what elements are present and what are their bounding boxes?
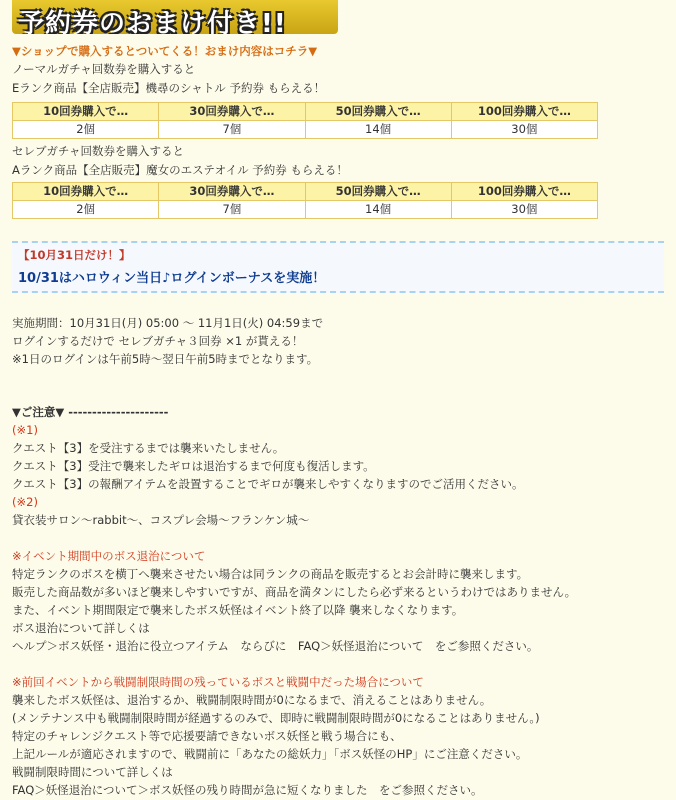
table-header: 30回券購入で… <box>159 183 305 201</box>
table-header: 50回券購入で… <box>305 103 451 121</box>
table-cell: 2個 <box>13 201 159 219</box>
table-cell: 7個 <box>159 201 305 219</box>
table-cell: 14個 <box>305 201 451 219</box>
table-cell: 30個 <box>451 121 597 139</box>
prev-event-line: (メンテナンス中も戦闘制限時間が経過するのみで、即時に戦闘制限時間が0になることはありません。) <box>12 711 540 725</box>
table-cell: 2個 <box>13 121 159 139</box>
normal-gacha-bonus-table <box>12 102 598 139</box>
prev-event-line: 上記ルールが適応されますので、戦闘前に「あなたの総妖力」「ボス妖怪のHP」にご注意ください。 <box>12 747 528 761</box>
table-header: 100回券購入で… <box>451 183 597 201</box>
event-period: 実施期間：10月31日(月) 05:00 ～ 11月1日(火) 04:59まで <box>12 316 324 330</box>
boss-line: 特定ランクのボスを横丁へ襲来させたい場合は同ランクの商品を販売するとお会計時に襲来します。 <box>12 567 529 581</box>
prev-event-line: 襲来したボス妖怪は、退治するか、戦闘制限時間が0になるまで、消えることはありません。 <box>12 693 492 707</box>
event-title: 10/31はハロウィン当日♪ログインボーナスを実施！ <box>18 271 326 286</box>
celeb-gacha-bonus-table <box>12 182 598 219</box>
note2-label: (※2) <box>12 495 38 509</box>
campaign-banner <box>12 0 338 34</box>
table-header: 10回券購入で… <box>13 103 159 121</box>
login-bonus-event-box <box>12 241 664 293</box>
banner-text: 予約券のおまけ付き!! <box>18 9 287 34</box>
note1-label: (※1) <box>12 423 38 437</box>
table-cell: 14個 <box>305 121 451 139</box>
event-reward: ログインするだけで セレブガチャ３回券 ×1 が貰える！ <box>12 334 304 348</box>
table-header: 30回券購入で… <box>159 103 305 121</box>
boss-line: 販売した商品数が多いほど襲来しやすいですが、商品を満タンにしたら必ず来るというわけではありません。 <box>12 585 577 599</box>
note1-line: クエスト【3】受注で襲来したギロは退治するまで何度も復活します。 <box>12 459 375 473</box>
caution-heading: ▼ご注意▼ --------------------- <box>12 405 169 419</box>
event-date-tag: 【10月31日だけ！】 <box>18 248 131 262</box>
boss-line: ヘルプ＞ボス妖怪・退治に役立つアイテム ならびに FAQ＞妖怪退治について をご参照ください。 <box>12 639 539 653</box>
celeb-gacha-line2: Aランク商品【全店販売】魔女のエステオイル 予約券 もらえる！ <box>12 163 348 177</box>
normal-gacha-line2: Eランク商品【全店販売】機尋のシャトル 予約券 もらえる！ <box>12 81 326 95</box>
note2-line: 貸衣装サロン～rabbit～、コスプレ会場～フランケン城～ <box>12 513 310 527</box>
table-cell: 7個 <box>159 121 305 139</box>
boss-heading: ※イベント期間中のボス退治について <box>12 549 206 563</box>
prev-event-heading: ※前回イベントから戦闘制限時間の残っているボスと戦闘中だった場合について <box>12 675 424 689</box>
celeb-gacha-line1: セレブガチャ回数券を購入すると <box>12 144 185 158</box>
prev-event-line: 戦闘制限時間について詳しくは <box>12 765 173 779</box>
boss-line: ボス退治について詳しくは <box>12 621 150 635</box>
boss-line: また、イベント期間限定で襲来したボス妖怪はイベント終了以降 襲来しなくなります。 <box>12 603 464 617</box>
table-cell: 30個 <box>451 201 597 219</box>
table-header: 10回券購入で… <box>13 183 159 201</box>
shop-heading: ▼ショップで購入するとついてくる！おまけ内容はコチラ▼ <box>12 44 318 58</box>
note1-line: クエスト【3】の報酬アイテムを設置することでギロが襲来しやすくなりますのでご活用ください。 <box>12 477 524 491</box>
table-header: 50回券購入で… <box>305 183 451 201</box>
prev-event-line: 特定のチャレンジクエスト等で応援要請できないボス妖怪と戦う場合にも、 <box>12 729 402 743</box>
prev-event-line: FAQ＞妖怪退治について＞ボス妖怪の残り時間が急に短くなりました をご参照ください。 <box>12 783 483 797</box>
event-note: ※1日のログインは午前5時～翌日午前5時までとなります。 <box>12 352 319 366</box>
table-header: 100回券購入で… <box>451 103 597 121</box>
note1-line: クエスト【3】を受注するまでは襲来いたしません。 <box>12 441 285 455</box>
normal-gacha-line1: ノーマルガチャ回数券を購入すると <box>12 62 196 76</box>
